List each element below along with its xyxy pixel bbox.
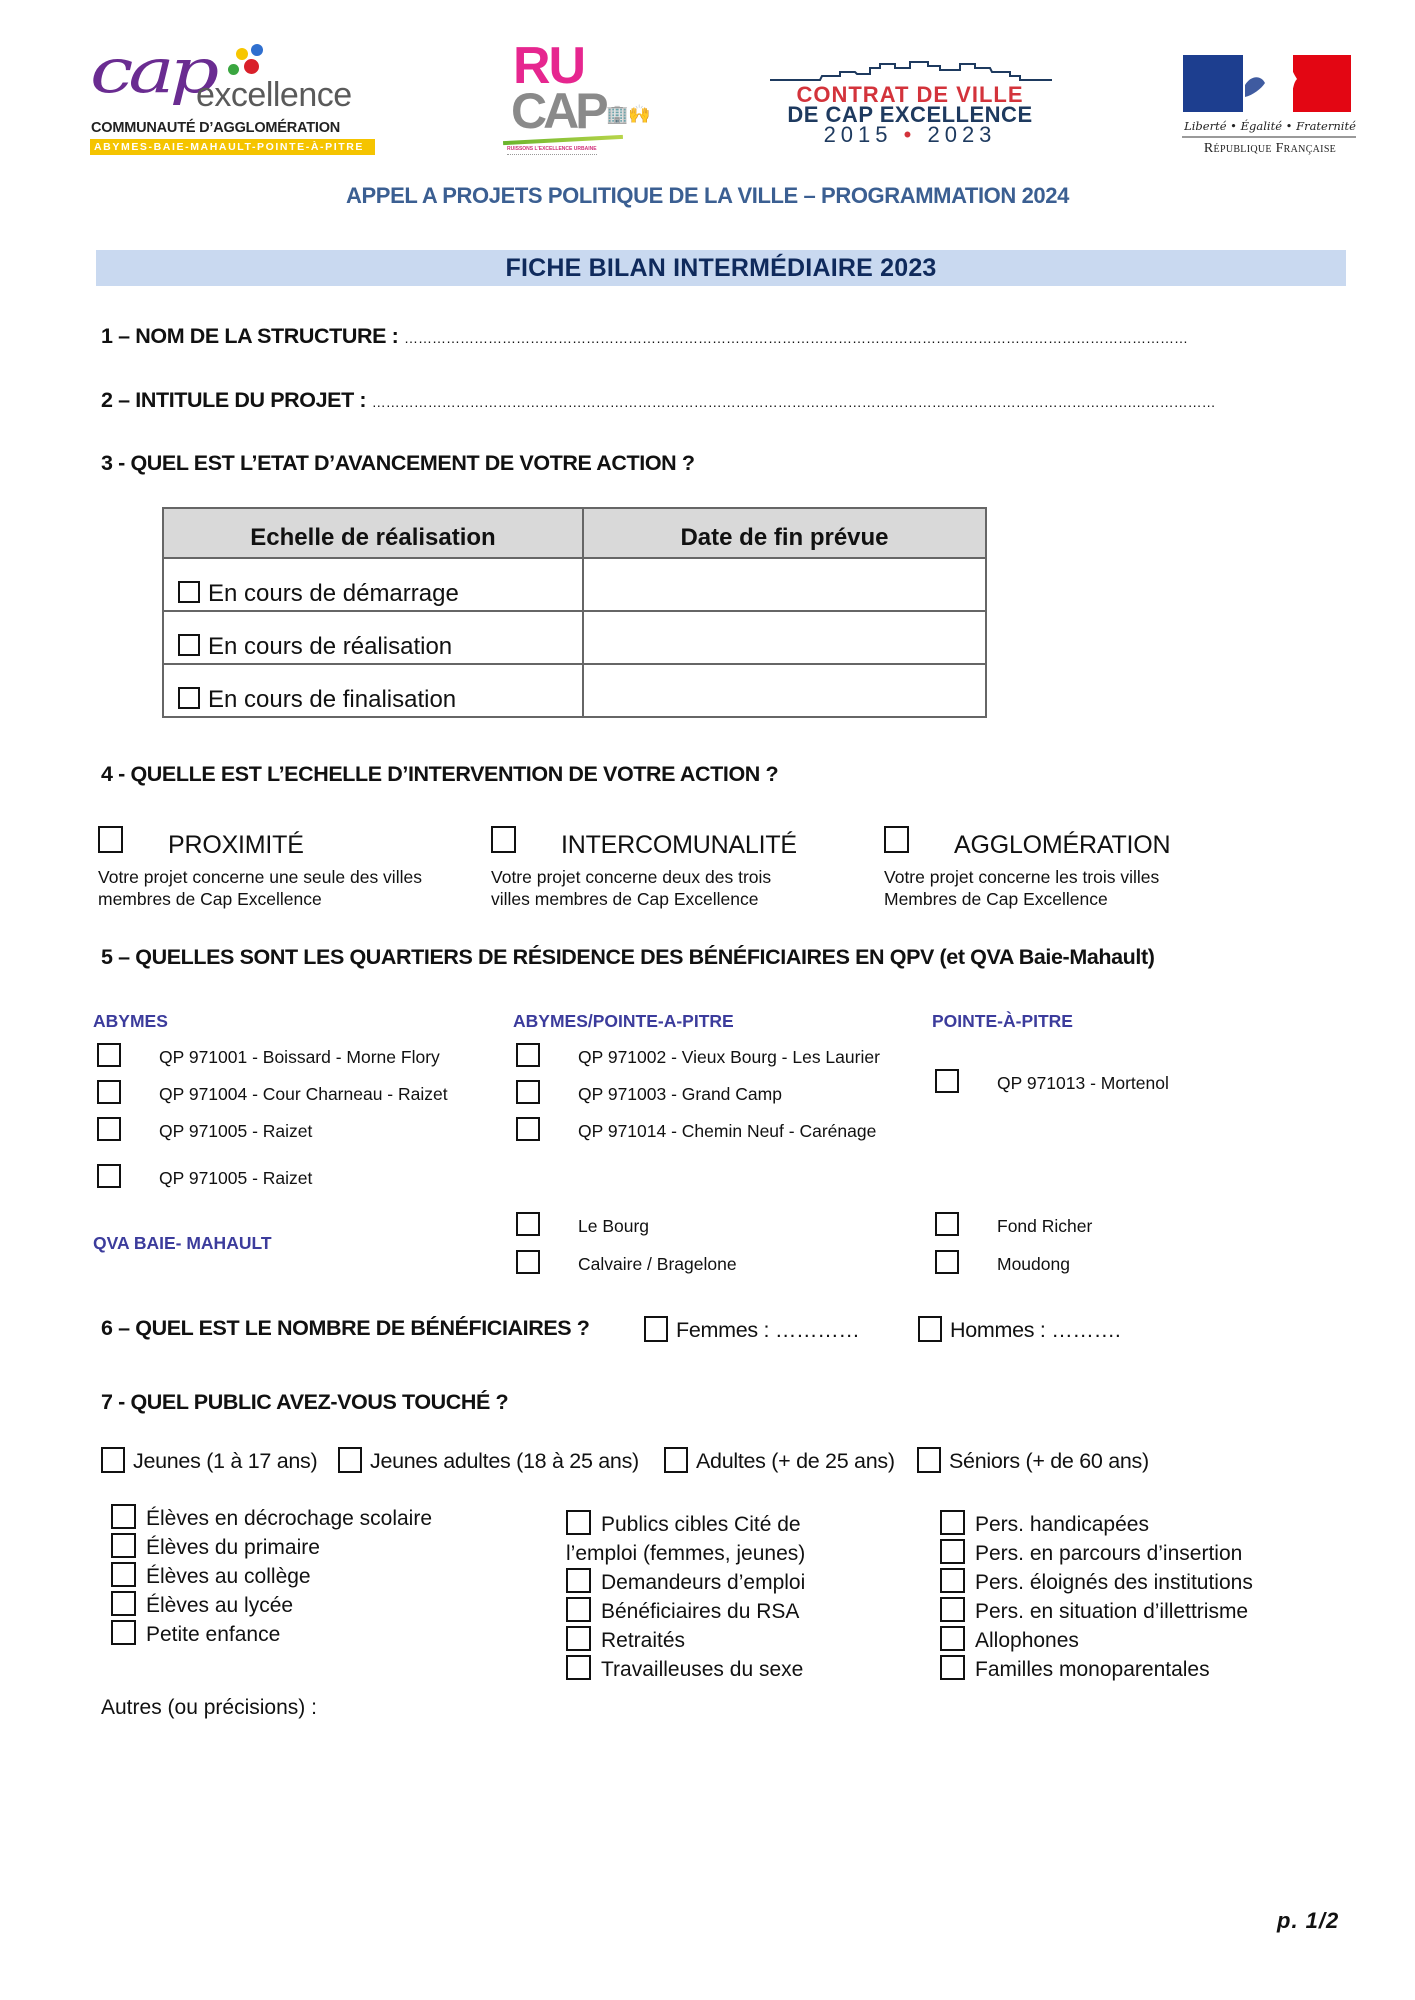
stage-cell	[163, 664, 583, 717]
public-option	[940, 1568, 1253, 1597]
public-label: Élèves au lycée	[146, 1594, 294, 1617]
public-checkbox[interactable]	[111, 1562, 136, 1587]
others-label: Autres (ou précisions) :	[101, 1696, 317, 1719]
age-group-label: Adultes (+ de 25 ans)	[696, 1449, 895, 1473]
public-checkbox[interactable]	[111, 1591, 136, 1616]
public-option	[111, 1533, 432, 1562]
scale-desc-line: Votre projet concerne une seule des villes	[98, 867, 422, 887]
age-group-option	[338, 1447, 639, 1474]
form-title: FICHE BILAN INTERMÉDIAIRE 2023	[505, 254, 937, 282]
public-list-employment	[566, 1510, 805, 1684]
public-checkbox[interactable]	[940, 1597, 965, 1622]
age-group-label: Séniors (+ de 60 ans)	[949, 1449, 1149, 1473]
logo-dot-red	[244, 59, 259, 74]
end-date-cell[interactable]	[583, 664, 986, 717]
public-checkbox[interactable]	[111, 1533, 136, 1558]
public-label: Pers. en parcours d’insertion	[975, 1542, 1243, 1565]
qp-label: Fond Richer	[997, 1216, 1093, 1236]
end-date-cell[interactable]	[583, 558, 986, 611]
table-row	[163, 558, 986, 611]
age-group-label: Jeunes adultes (18 à 25 ans)	[370, 1449, 639, 1473]
scale-option-description	[98, 866, 478, 910]
public-label: Travailleuses du sexe	[601, 1658, 804, 1681]
q6-heading: 6 – QUEL EST LE NOMBRE DE BÉNÉFICIAIRES ?	[101, 1316, 590, 1340]
stage-label: En cours de démarrage	[208, 580, 459, 607]
public-label: Pers. en situation d’illettrisme	[975, 1600, 1249, 1623]
public-option	[566, 1510, 805, 1539]
public-label: Allophones	[975, 1629, 1079, 1652]
qp-label: QP 971013 - Mortenol	[997, 1073, 1169, 1093]
stage-label: En cours de finalisation	[208, 686, 457, 713]
public-checkbox[interactable]	[940, 1568, 965, 1593]
public-checkbox[interactable]	[566, 1626, 591, 1651]
qp-checkbox[interactable]	[97, 1117, 121, 1141]
qp-checkbox[interactable]	[97, 1043, 121, 1067]
contrat-line-2: DE CAP EXCELLENCE	[787, 102, 1033, 127]
qp-checkbox[interactable]	[516, 1250, 540, 1274]
qp-checkbox[interactable]	[97, 1080, 121, 1104]
public-option	[566, 1626, 805, 1655]
end-date-cell[interactable]	[583, 611, 986, 664]
rucap-ru-text: RU	[513, 37, 585, 95]
stage-checkbox-finalizing[interactable]	[178, 687, 200, 709]
marianne-icon	[1231, 55, 1303, 112]
women-checkbox[interactable]	[644, 1316, 668, 1342]
logo-dot-blue	[251, 44, 263, 56]
rucap-cap-text: CAP	[511, 83, 605, 139]
public-option	[940, 1597, 1253, 1626]
public-checkbox[interactable]	[940, 1655, 965, 1680]
cap-excellence-name: excellence	[196, 76, 352, 114]
qp-checkbox[interactable]	[516, 1212, 540, 1236]
scale-option-description	[884, 866, 1264, 910]
public-checkbox[interactable]	[566, 1655, 591, 1680]
public-label: Retraités	[601, 1629, 686, 1652]
qp-checkbox[interactable]	[935, 1069, 959, 1093]
year-separator: •	[903, 122, 917, 147]
public-option	[940, 1539, 1253, 1568]
public-option	[566, 1655, 805, 1684]
scale-checkbox-intercommunalite[interactable]	[491, 826, 516, 853]
republique-name: République Française	[1203, 141, 1337, 156]
rucap-logo	[503, 37, 653, 159]
age-group-checkbox[interactable]	[101, 1447, 125, 1473]
qp-label: QP 971014 - Chemin Neuf - Carénage	[578, 1121, 877, 1141]
stage-checkbox-in-progress[interactable]	[178, 634, 200, 656]
age-group-checkbox[interactable]	[338, 1447, 362, 1473]
scale-checkbox-agglomeration[interactable]	[884, 826, 909, 853]
zone-title-qva-baie-mahault: QVA BAIE- MAHAULT	[93, 1233, 272, 1253]
scale-desc-line: Membres de Cap Excellence	[884, 889, 1108, 909]
public-checkbox[interactable]	[111, 1504, 136, 1529]
scale-desc-line: Votre projet concerne les trois villes	[884, 867, 1160, 887]
qp-label: Moudong	[997, 1254, 1070, 1274]
qp-label: QP 971002 - Vieux Bourg - Les Laurier	[578, 1047, 880, 1067]
q3-heading: 3 - QUEL EST L’ETAT D’AVANCEMENT DE VOTRE ACTION ?	[101, 451, 695, 475]
marianne-flag-icon	[1183, 55, 1351, 112]
scale-option-label: INTERCOMUNALITÉ	[561, 831, 797, 859]
public-checkbox[interactable]	[940, 1626, 965, 1651]
qp-checkbox[interactable]	[516, 1080, 540, 1104]
public-label: Pers. handicapées	[975, 1513, 1149, 1536]
page-number: p. 1/2	[1277, 1908, 1340, 1933]
age-group-option	[664, 1447, 895, 1474]
public-label: Pers. éloignés des institutions	[975, 1571, 1253, 1594]
qp-label: QP 971005 - Raizet	[159, 1121, 313, 1141]
stage-label: En cours de réalisation	[208, 633, 453, 660]
public-label-continued: l’emploi (femmes, jeunes)	[566, 1542, 806, 1565]
year-start: 2015	[823, 122, 893, 147]
public-checkbox[interactable]	[940, 1539, 965, 1564]
age-group-option	[101, 1447, 317, 1474]
cap-excellence-logo	[88, 34, 378, 160]
project-title-label: 2 – INTITULE DU PROJET :	[101, 388, 367, 412]
stage-cell	[163, 558, 583, 611]
qp-label: QP 971004 - Cour Charneau - Raizet	[159, 1084, 448, 1104]
public-label: Demandeurs d’emploi	[601, 1571, 806, 1594]
public-checkbox[interactable]	[566, 1510, 591, 1535]
public-option	[111, 1591, 432, 1620]
public-label: Petite enfance	[146, 1623, 281, 1646]
logo-dot-green	[228, 64, 239, 75]
public-option	[111, 1562, 432, 1591]
column-header-stage: Echelle de réalisation	[163, 508, 583, 558]
republique-francaise-logo	[1180, 55, 1360, 165]
scale-desc-line: villes membres de Cap Excellence	[491, 889, 759, 909]
stage-cell	[163, 611, 583, 664]
age-group-checkbox[interactable]	[917, 1447, 941, 1473]
q5-heading: 5 – QUELLES SONT LES QUARTIERS DE RÉSIDENCE DES BÉNÉFICIAIRES EN QPV (et QVA Baie-Mahault)	[101, 945, 1155, 969]
rucap-tagline: RUISSONS L'EXCELLENCE URBAINE	[507, 146, 597, 152]
age-group-label: Jeunes (1 à 17 ans)	[133, 1449, 318, 1473]
table-header-row	[163, 508, 986, 558]
public-list-persons	[940, 1510, 1253, 1684]
q7-heading: 7 - QUEL PUBLIC AVEZ-VOUS TOUCHÉ ?	[101, 1390, 509, 1414]
public-label: Élèves au collège	[146, 1565, 311, 1588]
qp-checkbox[interactable]	[97, 1164, 121, 1188]
public-label: Bénéficiaires du RSA	[601, 1600, 800, 1623]
public-option	[566, 1568, 805, 1597]
public-label: Familles monoparentales	[975, 1658, 1210, 1681]
public-list-students	[111, 1504, 432, 1649]
public-checkbox[interactable]	[566, 1597, 591, 1622]
scale-option-description	[491, 866, 871, 910]
qp-label: QP 971003 - Grand Camp	[578, 1084, 782, 1104]
project-title-fill-line[interactable]: ……………………………………………………………………………………………………………………………………………….………………	[371, 394, 1216, 410]
table-row	[163, 664, 986, 717]
zone-title-abymes-pointe-a-pitre: ABYMES/POINTE-A-PITRE	[513, 1011, 734, 1031]
year-end: 2023	[927, 122, 997, 147]
contrat-de-ville-logo	[760, 58, 1060, 148]
skyline-icon	[760, 58, 1060, 84]
rucap-subline	[507, 154, 597, 156]
zone-title-pointe-a-pitre: POINTE-À-PITRE	[932, 1011, 1073, 1031]
table-row	[163, 611, 986, 664]
men-checkbox[interactable]	[918, 1316, 942, 1342]
age-group-checkbox[interactable]	[664, 1447, 688, 1473]
contrat-line-1: CONTRAT DE VILLE	[796, 82, 1024, 107]
project-title-field[interactable]	[101, 388, 1216, 413]
republique-motto: Liberté • Égalité • Fraternité	[1184, 119, 1356, 133]
qp-label: Le Bourg	[578, 1216, 650, 1236]
public-option	[940, 1655, 1253, 1684]
scale-desc-line: Votre projet concerne deux des trois	[491, 867, 772, 887]
structure-name-field[interactable]	[101, 324, 1188, 349]
public-option	[111, 1504, 432, 1533]
contrat-years	[760, 122, 1060, 148]
scale-option-label: AGGLOMÉRATION	[954, 831, 1171, 859]
cap-script-text: cap	[90, 34, 215, 107]
public-label: Élèves du primaire	[146, 1536, 320, 1559]
qp-label: QP 971001 - Boissard - Morne Flory	[159, 1047, 440, 1067]
zone-title-abymes: ABYMES	[93, 1011, 168, 1031]
scale-option-label: PROXIMITÉ	[168, 831, 304, 859]
qp-checkbox[interactable]	[516, 1043, 540, 1067]
call-for-projects-title: APPEL A PROJETS POLITIQUE DE LA VILLE – PROGRAMMATION 2024	[346, 183, 1069, 208]
beneficiaries-women-field	[644, 1316, 860, 1343]
beneficiaries-men-field	[918, 1316, 1121, 1343]
age-group-option	[917, 1447, 1149, 1474]
public-option	[940, 1510, 1253, 1539]
qp-checkbox[interactable]	[935, 1212, 959, 1236]
men-label[interactable]: Hommes : ……….	[950, 1318, 1121, 1342]
public-option	[566, 1597, 805, 1626]
public-label: Élèves en décrochage scolaire	[146, 1507, 433, 1530]
column-header-end-date: Date de fin prévue	[583, 508, 986, 558]
public-checkbox[interactable]	[940, 1510, 965, 1535]
cap-excellence-band: ABYMES-BAIE-MAHAULT-POINTE-À-PITRE	[90, 139, 375, 155]
stage-checkbox-starting[interactable]	[178, 581, 200, 603]
republique-divider	[1182, 136, 1356, 138]
public-checkbox[interactable]	[566, 1568, 591, 1593]
scale-desc-line: membres de Cap Excellence	[98, 889, 322, 909]
public-option	[940, 1626, 1253, 1655]
public-checkbox[interactable]	[111, 1620, 136, 1645]
structure-name-label: 1 – NOM DE LA STRUCTURE :	[101, 324, 399, 348]
qp-checkbox[interactable]	[935, 1250, 959, 1274]
structure-name-fill-line[interactable]: ……………………………………………………………………………………………………………………………………………………	[403, 330, 1188, 346]
scale-checkbox-proximite[interactable]	[98, 826, 123, 853]
qp-label: QP 971005 - Raizet	[159, 1168, 313, 1188]
women-label[interactable]: Femmes : …………	[676, 1318, 860, 1342]
q4-heading: 4 - QUELLE EST L’ECHELLE D’INTERVENTION DE VOTRE ACTION ?	[101, 762, 779, 786]
qp-checkbox[interactable]	[516, 1117, 540, 1141]
public-option	[111, 1620, 432, 1649]
logo-dot-yellow	[236, 48, 248, 60]
progress-table	[162, 507, 987, 718]
qp-label: Calvaire / Bragelone	[578, 1254, 737, 1274]
cap-excellence-subtitle: COMMUNAUTÉ D’AGGLOMÉRATION	[91, 120, 341, 136]
people-icon: 🏢🙌	[606, 104, 651, 124]
public-label: Publics cibles Cité de	[601, 1513, 801, 1536]
